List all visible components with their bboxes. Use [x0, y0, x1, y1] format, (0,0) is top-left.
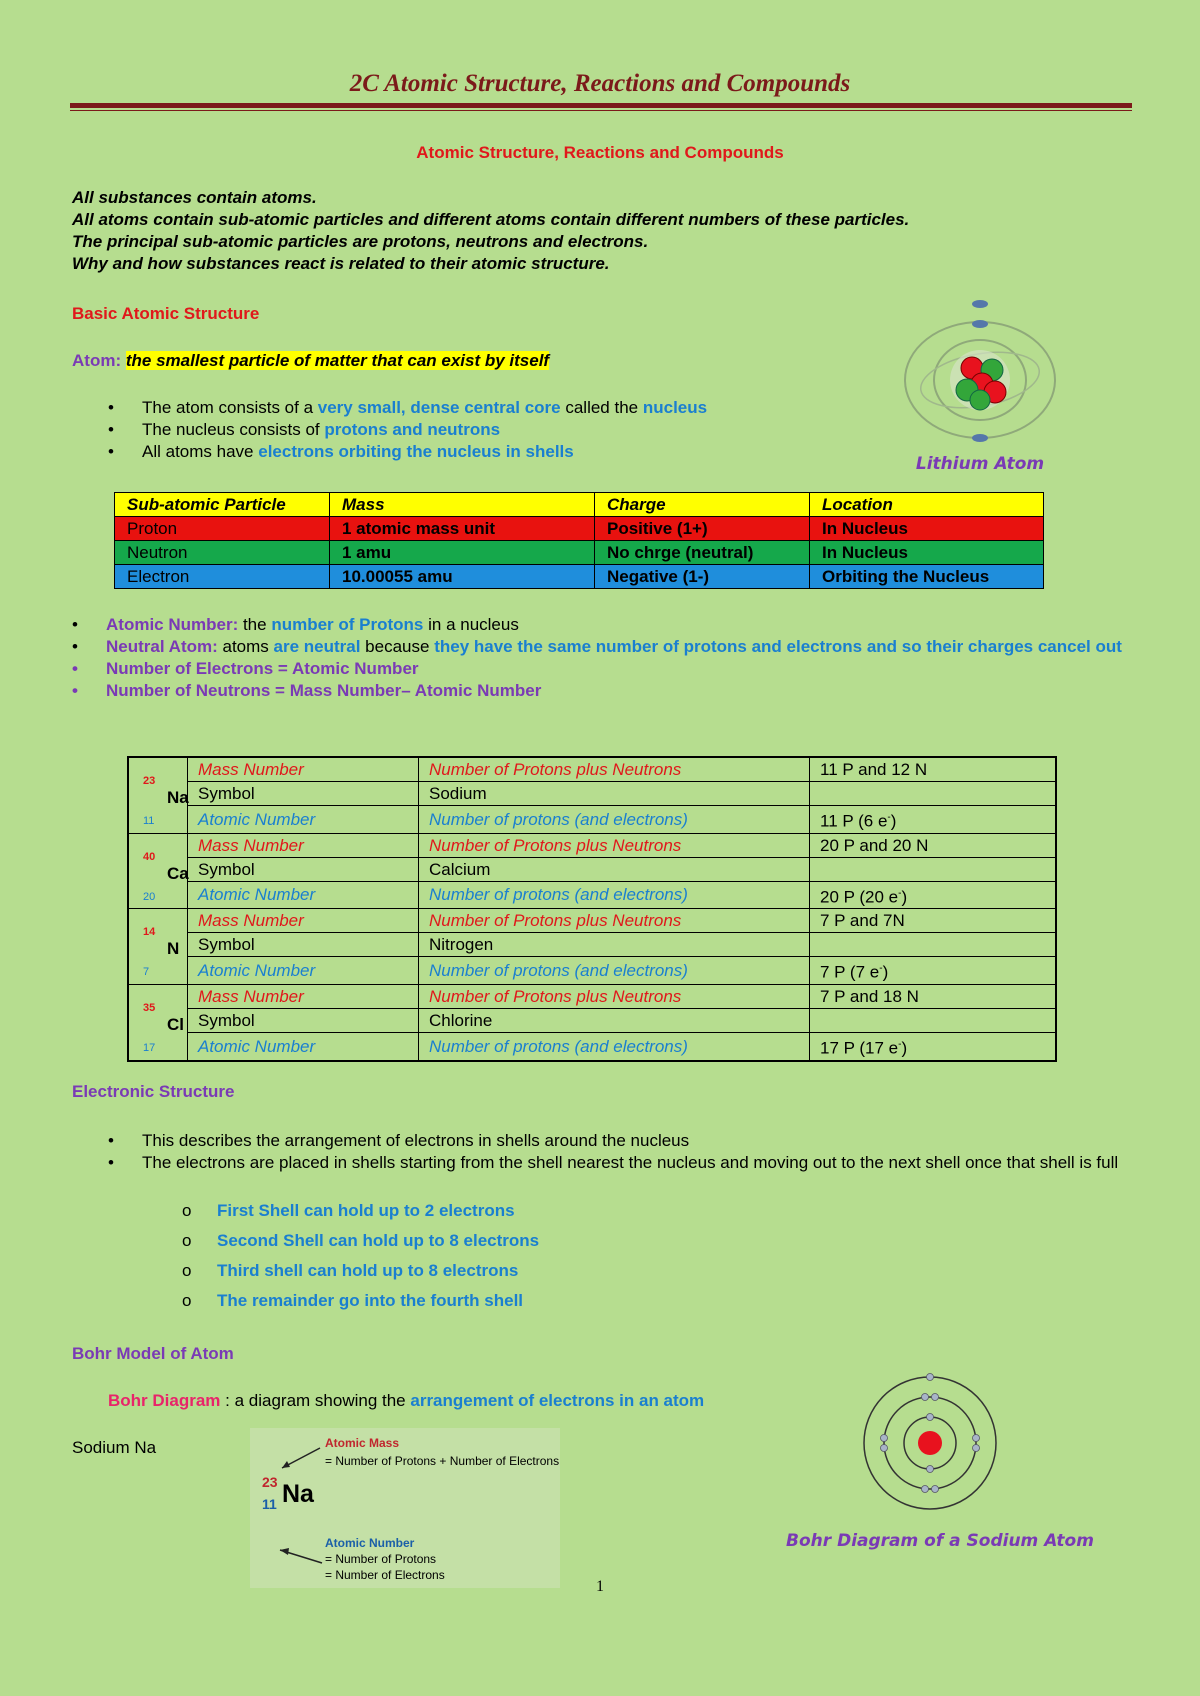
element-symbol-cell: 23 Na 11 — [128, 757, 188, 833]
table-cell: Mass Number — [188, 984, 419, 1008]
table-cell: 11 P (6 e-) — [810, 806, 1057, 834]
shell-item: o The remainder go into the fourth shell — [182, 1286, 1082, 1316]
table-cell: Chlorine — [419, 1008, 810, 1032]
shell-item: o Second Shell can hold up to 8 electrons — [182, 1226, 1082, 1256]
table-cell: Atomic Number — [188, 806, 419, 834]
table-cell: Mass Number — [188, 909, 419, 933]
table-cell: Calcium — [419, 857, 810, 881]
table-cell: 1 atomic mass unit — [330, 517, 595, 541]
atom-term: Atom: — [72, 351, 122, 370]
bohr-model-heading: Bohr Model of Atom — [72, 1344, 234, 1363]
header-rule-thin — [70, 110, 1132, 111]
table-header-cell: Sub-atomic Particle — [115, 493, 330, 517]
atomic-mass-desc: = Number of Protons + Number of Electrons — [325, 1454, 560, 1468]
table-row — [128, 833, 1056, 857]
basic-structure-heading: Basic Atomic Structure — [72, 304, 260, 323]
table-header-cell: Mass — [330, 493, 595, 517]
table-cell: Number of protons (and electrons) — [419, 881, 810, 909]
table-cell: Symbol — [188, 782, 419, 806]
atomic-number-desc-2: = Number of Electrons — [325, 1568, 445, 1582]
table-cell: Symbol — [188, 857, 419, 881]
table-cell: 11 P and 12 N — [810, 757, 1057, 782]
table-cell: Number of protons (and electrons) — [419, 957, 810, 985]
intro-line-4: Why and how substances react is related to their atomic structure. — [72, 254, 610, 273]
table-cell: Number of Protons plus Neutrons — [419, 833, 810, 857]
table-row — [128, 782, 1056, 806]
table-cell: Number of Protons plus Neutrons — [419, 909, 810, 933]
element-symbol-cell: 35 Cl 17 — [128, 984, 188, 1060]
table-cell — [810, 933, 1057, 957]
header-rule-thick — [70, 103, 1132, 108]
bullet-item: • All atoms have electrons orbiting the nucleus in shells — [108, 441, 828, 463]
table-row — [128, 984, 1056, 1008]
table-cell: 7 P and 7N — [810, 909, 1057, 933]
table-header-row — [115, 493, 1044, 517]
atomic-number-label: Atomic Number — [325, 1536, 415, 1550]
sodium-label: Sodium Na — [72, 1438, 157, 1457]
table-cell: Proton — [115, 517, 330, 541]
element-symbol: Na — [282, 1480, 314, 1508]
sodium-bohr-diagram — [855, 1368, 1005, 1518]
table-cell: 20 P (20 e-) — [810, 881, 1057, 909]
atomic-number: 11 — [262, 1496, 277, 1512]
table-header-cell: Charge — [595, 493, 810, 517]
table-cell: Nitrogen — [419, 933, 810, 957]
element-symbol-cell: 14 N 7 — [128, 909, 188, 985]
mass-number: 23 — [262, 1474, 278, 1490]
particle-table — [114, 492, 1044, 589]
doc-title: Atomic Structure, Reactions and Compounds — [416, 143, 784, 162]
bullet-item: • The nucleus consists of protons and neutrons — [108, 419, 828, 441]
table-cell: In Nucleus — [810, 541, 1044, 565]
table-row — [128, 933, 1056, 957]
table-row — [115, 517, 1044, 541]
bohr-definition: Bohr Diagram : a diagram showing the arrangement of electrons in an atom — [108, 1391, 705, 1410]
atomic-facts-list — [72, 614, 1142, 702]
table-cell: In Nucleus — [810, 517, 1044, 541]
table-cell: Neutron — [115, 541, 330, 565]
atom-definition — [72, 351, 549, 371]
table-cell: Number of Protons plus Neutrons — [419, 757, 810, 782]
table-cell: Sodium — [419, 782, 810, 806]
intro-line-3: The principal sub-atomic particles are protons, neutrons and electrons. — [72, 232, 649, 251]
page-header-title: 2C Atomic Structure, Reactions and Compounds — [349, 70, 851, 97]
atomic-mass-label: Atomic Mass — [325, 1436, 400, 1450]
table-cell: Mass Number — [188, 833, 419, 857]
intro-line-2: All atoms contain sub-atomic particles and different atoms contain different numbers of these particles. — [72, 210, 910, 229]
table-row — [128, 806, 1056, 834]
table-cell: Mass Number — [188, 757, 419, 782]
bohr-diagram-caption: Bohr Diagram of a Sodium Atom — [786, 1531, 1094, 1551]
table-cell: Orbiting the Nucleus — [810, 565, 1044, 589]
page-number: 1 — [596, 1578, 604, 1595]
table-cell: Atomic Number — [188, 881, 419, 909]
table-row — [128, 957, 1056, 985]
bullet-item: • Number of Electrons = Atomic Number — [72, 658, 1142, 680]
electronic-bullets — [108, 1130, 1158, 1174]
bullet-item: • The atom consists of a very small, dense central core called the nucleus — [108, 397, 828, 419]
table-cell: 20 P and 20 N — [810, 833, 1057, 857]
table-row — [128, 757, 1056, 782]
elements-table — [127, 756, 1057, 1062]
intro-line-1: All substances contain atoms. — [72, 188, 317, 207]
table-cell: 10.00055 amu — [330, 565, 595, 589]
table-row — [115, 565, 1044, 589]
bohr-term: Bohr Diagram — [108, 1391, 221, 1410]
intro-paragraph — [72, 187, 909, 275]
table-cell: Number of protons (and electrons) — [419, 1032, 810, 1060]
bullet-item: • Neutral Atom: atoms are neutral because they have the same number of protons and electrons and so their charges cancel out — [72, 636, 1142, 658]
table-row — [115, 541, 1044, 565]
table-header-cell: Location — [810, 493, 1044, 517]
table-cell: No chrge (neutral) — [595, 541, 810, 565]
table-cell: Positive (1+) — [595, 517, 810, 541]
table-cell: Atomic Number — [188, 957, 419, 985]
table-cell — [810, 782, 1057, 806]
lithium-atom-caption: Lithium Atom — [915, 454, 1045, 474]
atom-bullets — [108, 397, 828, 463]
table-cell: 17 P (17 e-) — [810, 1032, 1057, 1060]
table-row — [128, 857, 1056, 881]
table-cell: 1 amu — [330, 541, 595, 565]
table-cell: 7 P and 18 N — [810, 984, 1057, 1008]
lithium-atom-image — [895, 298, 1065, 448]
table-cell: Negative (1-) — [595, 565, 810, 589]
table-row — [128, 909, 1056, 933]
bullet-item: • This describes the arrangement of electrons in shells around the nucleus — [108, 1130, 1158, 1152]
atom-def-highlight: the smallest particle of matter that can exist by itself — [125, 351, 550, 370]
electronic-structure-heading: Electronic Structure — [72, 1082, 235, 1101]
element-symbol-cell: 40 Ca 20 — [128, 833, 188, 909]
shell-capacity-list — [182, 1196, 1082, 1316]
table-row — [128, 1032, 1056, 1060]
table-cell — [810, 1008, 1057, 1032]
bullet-item: • The electrons are placed in shells starting from the shell nearest the nucleus and moving out to the next shell once that shell is full — [108, 1152, 1158, 1174]
table-cell: Atomic Number — [188, 1032, 419, 1060]
table-cell: Symbol — [188, 1008, 419, 1032]
shell-item: o Third shell can hold up to 8 electrons — [182, 1256, 1082, 1286]
bullet-item: • Atomic Number: the number of Protons in a nucleus — [72, 614, 1142, 636]
atomic-number-desc-1: = Number of Protons — [325, 1552, 437, 1566]
table-cell: Number of protons (and electrons) — [419, 806, 810, 834]
bullet-item: • Number of Neutrons = Mass Number– Atomic Number — [72, 680, 1142, 702]
table-cell: Symbol — [188, 933, 419, 957]
shell-item: o First Shell can hold up to 2 electrons — [182, 1196, 1082, 1226]
table-cell: Number of Protons plus Neutrons — [419, 984, 810, 1008]
sodium-notation-diagram — [250, 1428, 560, 1588]
table-cell — [810, 857, 1057, 881]
table-row — [128, 1008, 1056, 1032]
table-cell: Electron — [115, 565, 330, 589]
table-cell: 7 P (7 e-) — [810, 957, 1057, 985]
table-row — [128, 881, 1056, 909]
